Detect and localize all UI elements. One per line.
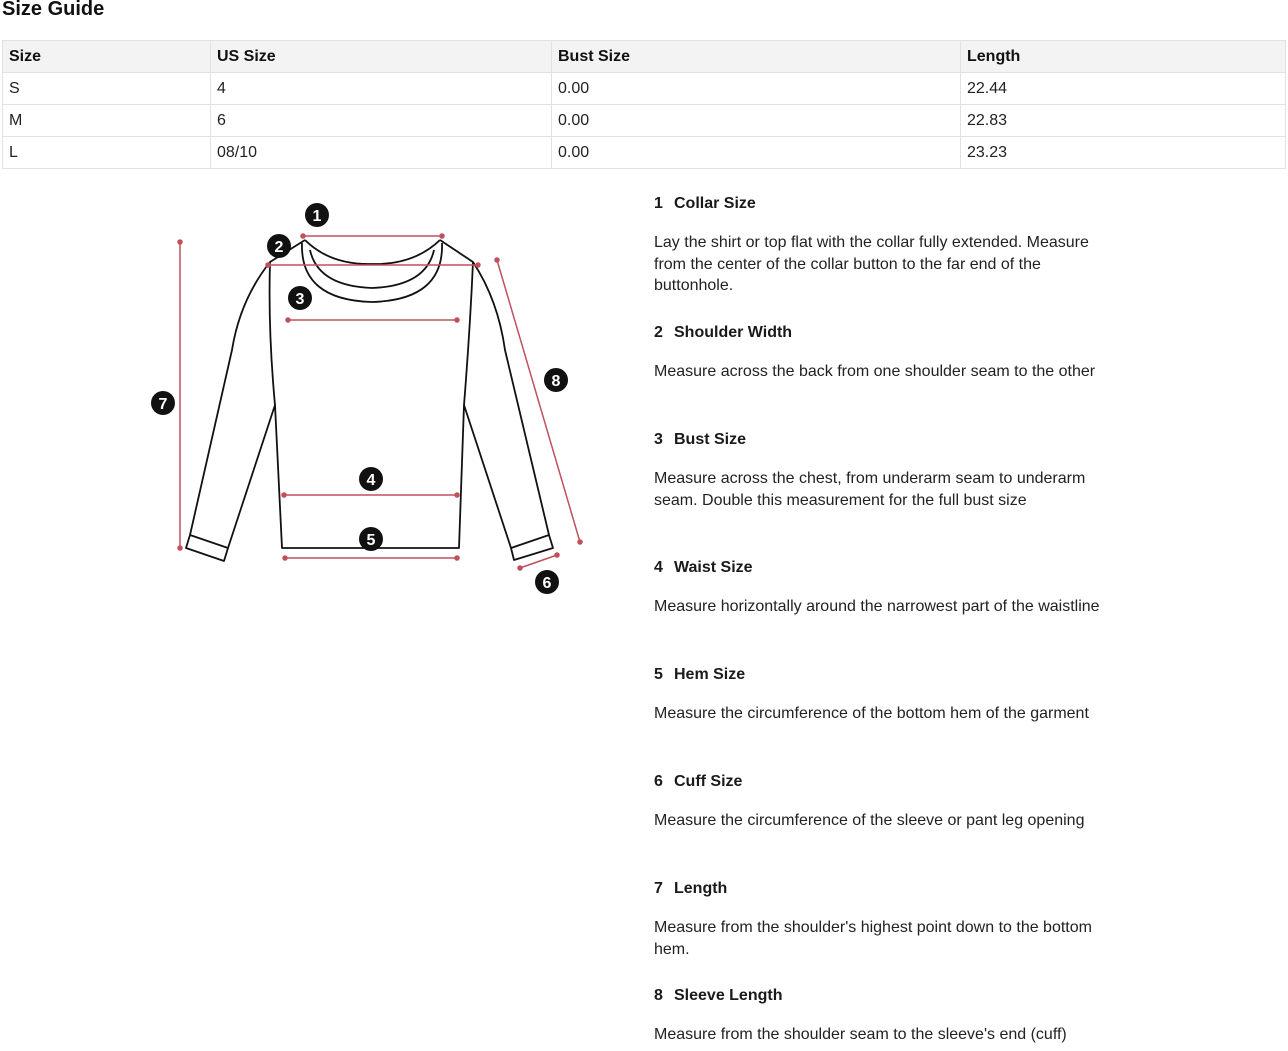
guide-item-label: Cuff Size [674,773,743,790]
marker-8 [544,368,568,392]
guide-item-number: 6 [654,773,663,790]
marker-4 [359,467,383,491]
size-table [2,40,1286,169]
guide-item-label: Bust Size [674,431,747,448]
table-cell: 08/10 [211,137,552,169]
guide-item-description: Measure across the back from one shoulder seam to the other [654,363,1096,380]
marker-2 [267,234,291,258]
svg-text:4: 4 [366,472,376,489]
svg-text:2: 2 [274,239,284,256]
table-cell: 0.00 [552,105,961,137]
marker-3 [288,286,312,310]
guide-item-number: 2 [654,324,663,341]
table-cell: M [3,105,211,137]
table-header-row [3,41,1286,73]
guide-item-length [654,875,1124,982]
guide-item-description: Measure horizontally around the narrowest part of the waistline [654,598,1100,615]
guide-item-label: Waist Size [674,559,753,576]
table-cell: 4 [211,73,552,105]
guide-item-bust-size [654,426,1124,554]
guide-item-shoulder-width [654,319,1124,426]
guide-item-collar-size [654,190,1124,319]
marker-5 [359,527,383,551]
guide-item-number: 4 [654,559,663,576]
guide-item-description: Measure across the chest, from underarm seam to underarm seam. Double this measurement for the full bust size [654,470,1086,509]
guide-item-description: Measure the circumference of the bottom hem of the garment [654,705,1089,722]
guide-item-title [654,875,1124,903]
svg-text:7: 7 [158,396,168,413]
table-cell: 6 [211,105,552,137]
guide-item-label: Shoulder Width [674,324,793,341]
column-header: Length [961,41,1286,73]
guide-item-label: Hem Size [674,666,746,683]
page-title: Size Guide [2,0,105,20]
table-cell: 22.83 [961,105,1286,137]
guide-item-description: Lay the shirt or top flat with the collar fully extended. Measure from the center of the collar button to the far end of the buttonhole. [654,234,1089,294]
guide-item-title [654,982,1124,1010]
guide-item-number: 5 [654,666,663,683]
guide-item-title [654,768,1124,796]
guide-item-title [654,426,1124,454]
svg-text:8: 8 [551,373,561,390]
column-header: Size [3,41,211,73]
marker-7 [151,391,175,415]
svg-text:5: 5 [366,532,376,549]
guide-item-description: Measure from the shoulder's highest point down to the bottom hem. [654,919,1092,958]
guide-item-description: Measure from the shoulder seam to the sleeve's end (cuff) [654,1026,1067,1043]
guide-item-description: Measure the circumference of the sleeve or pant leg opening [654,812,1085,829]
table-row [3,137,1286,169]
measurement-guide [654,190,1124,1046]
guide-item-hem-size [654,661,1124,768]
guide-item-title [654,661,1124,689]
guide-item-number: 7 [654,880,663,897]
table-cell: S [3,73,211,105]
guide-item-number: 1 [654,195,663,212]
column-header: US Size [211,41,552,73]
guide-item-title [654,190,1124,218]
guide-item-cuff-size [654,768,1124,875]
sweater-diagram [140,190,600,610]
table-cell: 0.00 [552,137,961,169]
table-cell: 0.00 [552,73,961,105]
svg-text:1: 1 [312,208,322,225]
marker-6 [535,570,559,594]
guide-item-label: Length [674,880,728,897]
table-cell: L [3,137,211,169]
svg-text:6: 6 [542,575,552,592]
guide-item-label: Sleeve Length [674,987,783,1004]
sweater-outline [186,240,553,561]
guide-item-title [654,319,1124,347]
svg-text:3: 3 [295,291,305,308]
guide-item-waist-size [654,554,1124,661]
guide-item-number: 3 [654,431,663,448]
marker-1 [305,203,329,227]
table-row [3,73,1286,105]
guide-item-title [654,554,1124,582]
guide-item-label: Collar Size [674,195,756,212]
table-row [3,105,1286,137]
guide-item-sleeve-length [654,982,1124,1046]
measure-lines [178,234,582,570]
table-cell: 22.44 [961,73,1286,105]
column-header: Bust Size [552,41,961,73]
guide-item-number: 8 [654,987,663,1004]
table-cell: 23.23 [961,137,1286,169]
